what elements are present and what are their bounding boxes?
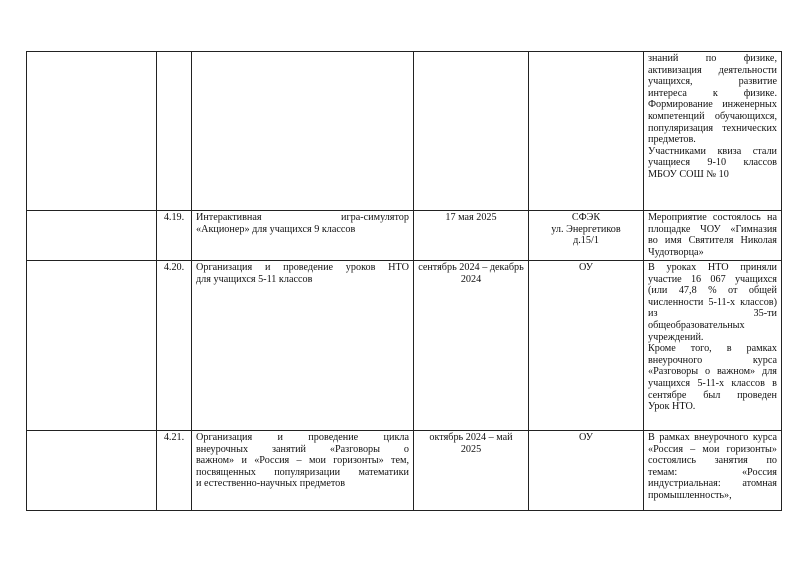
result-line: «Разговоры о важном» для xyxy=(648,366,777,378)
event-name-cell xyxy=(192,261,414,431)
result-cell xyxy=(644,211,782,261)
result-line: (или 47,8 % от общей xyxy=(648,285,777,297)
event-name-line: и естественно-научных предметов xyxy=(196,478,346,490)
location-line: ул. Энергетиков xyxy=(551,223,621,235)
event-name-line: для учащихся 5-11 классов xyxy=(196,273,313,285)
location-line: ОУ xyxy=(579,432,593,443)
result-line: «Россия – мои горизонты» xyxy=(648,443,777,455)
event-name-cell xyxy=(192,52,414,211)
result-line: участие 16 067 учащихся xyxy=(648,273,777,285)
location-line: СФЭК xyxy=(571,212,601,223)
location-cell xyxy=(529,431,644,511)
result-line: учреждений. xyxy=(648,331,704,343)
event-name-line: Организация и проведение уроков НТО xyxy=(196,262,409,273)
result-line: промышленность», xyxy=(648,489,732,501)
blank-cell xyxy=(27,261,157,431)
result-line: предметов. xyxy=(648,134,696,146)
result-line: площадке ЧОУ «Гимназия xyxy=(648,223,777,235)
location-line: ОУ xyxy=(579,262,593,273)
event-name-cell xyxy=(192,211,414,261)
result-line: Кроме того, в рамках xyxy=(648,343,777,355)
result-line: Урок НТО. xyxy=(648,401,696,413)
event-name-line: внеурочных занятий «Разговоры о xyxy=(196,443,409,455)
result-line: общеобразовательных xyxy=(648,319,745,331)
location-line: д.15/1 xyxy=(573,235,599,247)
result-line: Формирование инженерных xyxy=(648,99,777,111)
blank-cell xyxy=(27,52,157,211)
result-line: Чудотворца» xyxy=(648,246,704,258)
location-cell xyxy=(529,52,644,211)
result-line: знаний по физике, xyxy=(648,53,777,64)
table-row xyxy=(27,211,782,261)
event-name-cell xyxy=(192,431,414,511)
result-line: темам: «Россия xyxy=(648,466,777,478)
result-line: внеурочного курса xyxy=(648,354,777,366)
result-line: МБОУ СОШ № 10 xyxy=(648,168,729,180)
result-line: В рамках внеурочного курса xyxy=(648,432,777,443)
result-cell xyxy=(644,52,782,211)
date-cell: сентябрь 2024 – декабрь 2024 xyxy=(414,261,529,431)
location-cell xyxy=(529,261,644,431)
item-number-cell: 4.19. xyxy=(157,211,192,261)
event-name-line: Интерактивная игра-симулятор xyxy=(196,212,409,223)
date-cell: 17 мая 2025 xyxy=(414,211,529,261)
result-cell xyxy=(644,431,782,511)
result-line: В уроках НТО приняли xyxy=(648,262,777,273)
result-line: численности 5-11-х классов) xyxy=(648,296,777,308)
table-row xyxy=(27,52,782,211)
result-line: Участниками квиза стали xyxy=(648,145,777,157)
blank-cell xyxy=(27,211,157,261)
table-row xyxy=(27,261,782,431)
result-line: интереса к физике. xyxy=(648,87,777,99)
location-cell xyxy=(529,211,644,261)
activities-table xyxy=(26,51,782,511)
date-cell xyxy=(414,52,529,211)
item-number-cell xyxy=(157,52,192,211)
event-name-line: «Акционер» для учащихся 9 классов xyxy=(196,223,356,235)
result-line: учащихся 5-11-х классов в xyxy=(648,377,777,389)
result-line: из 35-ти xyxy=(648,308,777,320)
event-name-line: Организация и проведение цикла xyxy=(196,432,409,443)
event-name-line: важном» и «Россия – мои горизонты» тем, xyxy=(196,455,409,467)
result-line: активизация деятельности xyxy=(648,64,777,76)
result-line: во имя Святителя Николая xyxy=(648,235,777,247)
result-line: Мероприятие состоялось на xyxy=(648,212,777,223)
result-line: учащихся, развитие xyxy=(648,76,777,88)
result-line: компетенций обучающихся, xyxy=(648,110,777,122)
event-name-line: посвященных популяризации математики xyxy=(196,466,409,478)
result-cell xyxy=(644,261,782,431)
item-number-cell: 4.20. xyxy=(157,261,192,431)
table-row xyxy=(27,431,782,511)
result-line: учащиеся 9-10 классов xyxy=(648,157,777,169)
date-cell: октябрь 2024 – май 2025 xyxy=(414,431,529,511)
blank-cell xyxy=(27,431,157,511)
result-line: сентябре был проведен xyxy=(648,389,777,401)
item-number-cell: 4.21. xyxy=(157,431,192,511)
result-line: популяризация технических xyxy=(648,122,777,134)
result-line: индустриальная: атомная xyxy=(648,478,777,490)
result-line: состоялись занятия по xyxy=(648,455,777,467)
